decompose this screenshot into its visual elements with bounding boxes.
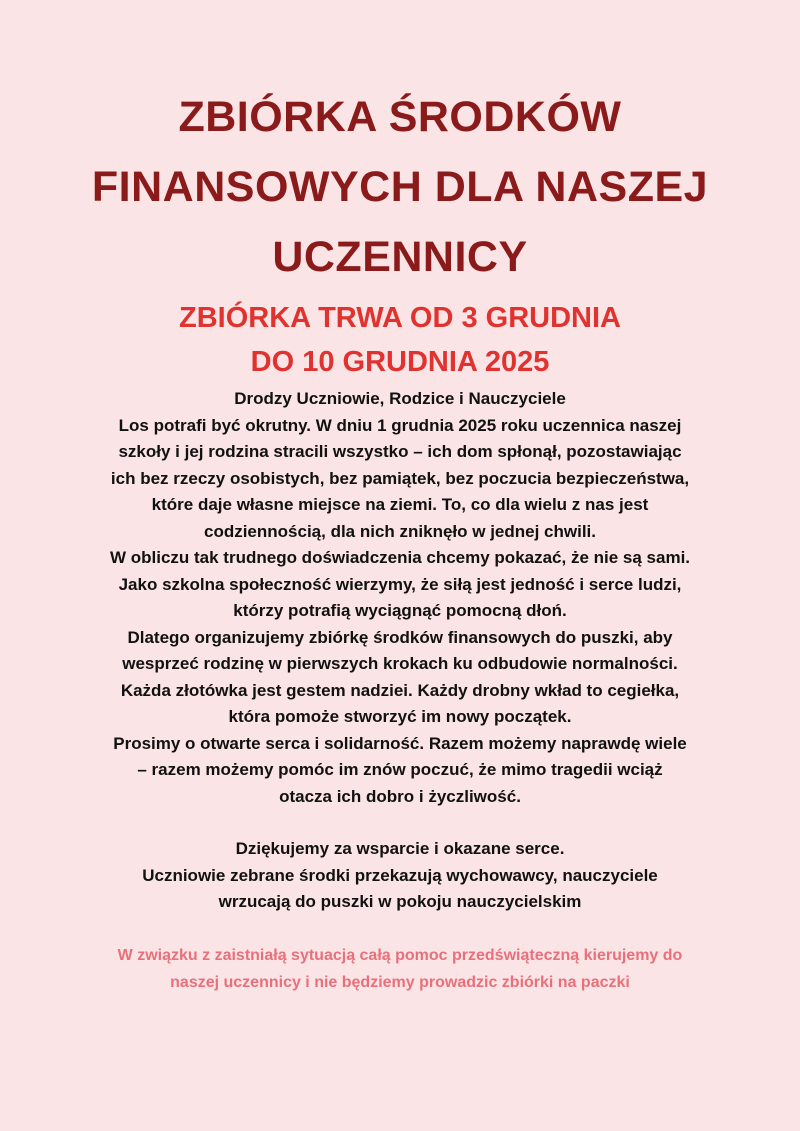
title-line: ZBIÓRKA ŚRODKÓW: [178, 93, 622, 141]
body-line: Los potrafi być okrutny. W dniu 1 grudnia 2025 roku uczennica naszej: [118, 415, 682, 435]
body-line: która pomoże stworzyć im nowy początek.: [228, 707, 572, 726]
body-line: które daje własne miejsce na ziemi. To, co dla wielu z nas jest: [151, 495, 649, 514]
flyer-title: [0, 0, 800, 292]
body-line: którzy potrafią wyciągnąć pomocną dłoń.: [233, 601, 567, 620]
body-line: szkoły i jej rodzina stracili wszystko – ich dom spłonął, pozostawiając: [118, 442, 682, 461]
body-line: Jako szkolna społeczność wierzymy, że siłą jest jedność i serce ludzi,: [118, 574, 682, 594]
greeting-line: Drodzy Uczniowie, Rodzice i Nauczyciele: [234, 389, 566, 408]
body-line: – razem możemy pomóc im znów poczuć, że mimo tragedii wciąż: [137, 760, 663, 779]
body-line: wesprzeć rodzinę w pierwszych krokach ku odbudowie normalności.: [122, 654, 678, 673]
subtitle-line: ZBIÓRKA TRWA OD 3 GRUDNIA: [179, 302, 621, 334]
closing-line: Dziękujemy za wsparcie i okazane serce.: [235, 839, 565, 858]
body-line: Prosimy o otwarte serca i solidarność. Razem możemy naprawdę wiele: [113, 733, 687, 753]
body-line: codziennością, dla nich zniknęło w jednej chwili.: [203, 521, 597, 541]
subtitle-line: DO 10 GRUDNIA 2025: [250, 346, 550, 378]
fundraiser-dates: [0, 296, 800, 384]
title-line: UCZENNICY: [272, 233, 528, 281]
body-line: ich bez rzeczy osobistych, bez pamiątek, bez poczucia bezpieczeństwa,: [110, 468, 690, 488]
body-line: Dlatego organizujemy zbiórkę środków finansowych do puszki, aby: [127, 627, 673, 647]
appeal-text: [0, 386, 800, 916]
body-line: Każda złotówka jest gestem nadziei. Każdy drobny wkład to cegiełka,: [120, 680, 680, 700]
title-line: FINANSOWYCH DLA NASZEJ: [91, 163, 709, 211]
closing-line: Uczniowie zebrane środki przekazują wychowawcy, nauczyciele: [142, 865, 658, 885]
notice-text: [0, 942, 800, 996]
notice-line: naszej uczennicy i nie będziemy prowadzic zbiórki na paczki: [170, 973, 630, 991]
body-line: W obliczu tak trudnego doświadczenia chcemy pokazać, że nie są sami.: [109, 548, 691, 567]
paragraph-gap: [10, 810, 790, 836]
notice-line: W związku z zaistniałą sytuacją całą pomoc przedświąteczną kierujemy do: [117, 946, 683, 964]
closing-line: wrzucają do puszki w pokoju nauczycielskim: [218, 892, 582, 911]
body-line: otacza ich dobro i życzliwość.: [279, 786, 521, 806]
